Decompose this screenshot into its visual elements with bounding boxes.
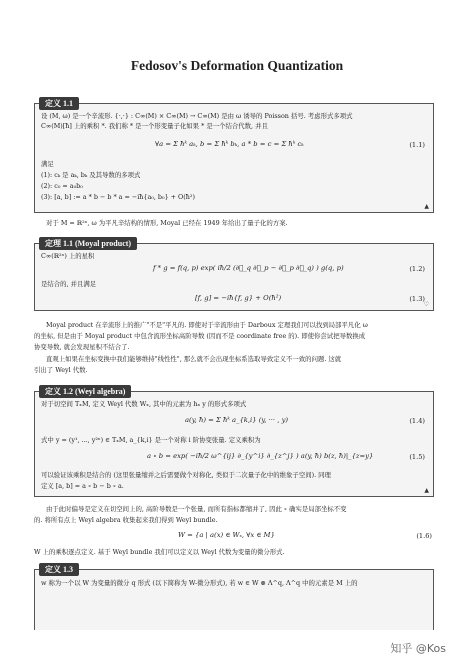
end-mark-icon: ▲ [424, 487, 429, 494]
def-line: 满足 [41, 160, 54, 168]
end-mark-icon: ▲ [424, 203, 429, 210]
paragraph: 对于 M = ℝ²ⁿ, ω 为平凡辛结构的情形, Moyal 已经在 1949 年给出了量子化的方案. [46, 219, 288, 227]
thm-line: 是结合的, 并且满足 [41, 280, 97, 288]
def-line: 可以验证该乘积是结合的 (这里张量缩并之后需要做个对称化, 类似于二次量子化中的维象子空间). 同理 [41, 471, 331, 479]
equation-1-2: f * g = f(q, p) exp( iħ/2 (∂⃖_q ∂⃗_p − ∂⃖_p ∂⃗_q) ) g(q, p) [153, 264, 344, 272]
paragraph: 引出了 Weyl 代数. [34, 366, 88, 374]
paragraph: 直观上如果在坐标变换中我们能够维持"线性性", 那么就不会出现坐标系选取导致定义不一致的问题. 这就 [46, 355, 342, 363]
condition-1: (1): cₖ 是 aₖ, bₖ 及其导数的多项式 [41, 171, 141, 179]
equation-number: (1.4) [409, 417, 425, 425]
condition-3: (3): [a, b] := a * b − b * a = −iħ{a₀, b₀} + O(ħ²) [41, 193, 195, 201]
equation-1-3: [f, g] = −iħ{f, g} + O(ħ²) [195, 294, 282, 302]
def-line: w 称为一个以 W 为变量的微分 q 形式 (以下简称为 W-微分形式), 若 w ∈ W ⊗ Λ^q, Λ^q 中的元素是 M 上的 [41, 579, 358, 587]
def-line: 定义 [a, b] = a ∘ b − b ∘ a. [41, 482, 124, 490]
equation-number: (1.3) [409, 295, 425, 303]
theorem-1-1-box [34, 239, 434, 311]
equation-number: (1.2) [409, 265, 425, 273]
equation-1-5: a ∘ b = exp( −iħ/2 ω^{ij} ∂_{y^i} ∂_{z^j} ) a(y, ħ) b(z, ħ)|_{z=y} [147, 452, 374, 460]
equation-number: (1.5) [409, 453, 425, 461]
definition-tag: 定义 1.2 (Weyl algebra) [39, 385, 131, 398]
theorem-tag: 定理 1.1 (Moyal product) [39, 237, 137, 250]
definition-tag: 定义 1.3 [39, 563, 79, 576]
equation-1-4: a(y, ħ) = Σ ħᵏ a_{k,i} (y, ··· , y) [185, 416, 289, 424]
definition-1-1-box [34, 99, 434, 213]
paragraph: 的坐标, 但是由于 Moyal product 中包含流形坐标高阶导数 (因而不是 coordinate free 的). 即使你尝试把导数换成 [34, 332, 366, 340]
paragraph: Moyal product 在辛流形上的推广"不是"平凡的. 即使对于辛流形由于 Darboux 定理我们可以找到局部平凡化 ω [46, 321, 368, 329]
paragraph: 的. 将所有点上 Weyl algebra 收集起来我们得到 Weyl bundle. [34, 516, 218, 524]
def-line: 对于切空间 TₓM, 定义 Weyl 代数 Wₓ, 其中的元素为 hₓ y 的形式多项式 [41, 400, 247, 408]
condition-2: (2): c₀ = a₀b₀ [41, 182, 83, 190]
paper-title: Fedosov's Deformation Quantization [130, 58, 344, 73]
def-line: 设 (M, ω) 是一个辛流形. {·,·} : C∞(M) × C∞(M) → C∞(M) 是由 ω 诱导的 Poisson 括号. 考虑形式多项式 [41, 112, 353, 120]
zhihu-watermark: 知乎 @Kos [390, 642, 446, 655]
equation-number: (1.6) [416, 532, 432, 540]
def-line: 式中 y = (y¹, ..., y²ⁿ) ∈ TₓM, a_{k,i} 是一个对称 i 阶协变张量. 定义乘积为 [41, 436, 261, 444]
definition-1-3-box [34, 565, 434, 630]
heart-icon: ♡ [423, 301, 429, 308]
equation-number: (1.1) [409, 141, 425, 149]
definition-1-2-box [34, 387, 434, 497]
equation-1-1: ∀a = Σ ħᵏ aₖ, b = Σ ħᵏ bₖ, a * b = c = Σ ħᵏ cₖ [155, 140, 304, 148]
thm-line: C∞(ℝ²ⁿ) 上的星积 [41, 252, 95, 260]
paragraph: 协变导数, 就会发现星积不结合了. [34, 343, 130, 351]
definition-tag: 定义 1.1 [39, 97, 79, 110]
equation-1-6: W = {a | a(x) ∈ Wₓ, ∀x ∈ M} [178, 531, 275, 539]
def-line: C∞(M)[ħ] 上的乘积 *. 我们称 * 是一个形变量子化如果 * 是一个结合代数, 并且 [41, 122, 268, 130]
paragraph: 由于此时偏导是定义在切空间上的, 高阶导数是一个张量, 而所有指标都缩并了, 因此 ∘ 确实是局部坐标不变 [46, 505, 347, 513]
paragraph: W 上的乘积逐点定义. 基于 Weyl bundle 我们可以定义以 Weyl 代数为变量的微分形式. [34, 548, 285, 556]
